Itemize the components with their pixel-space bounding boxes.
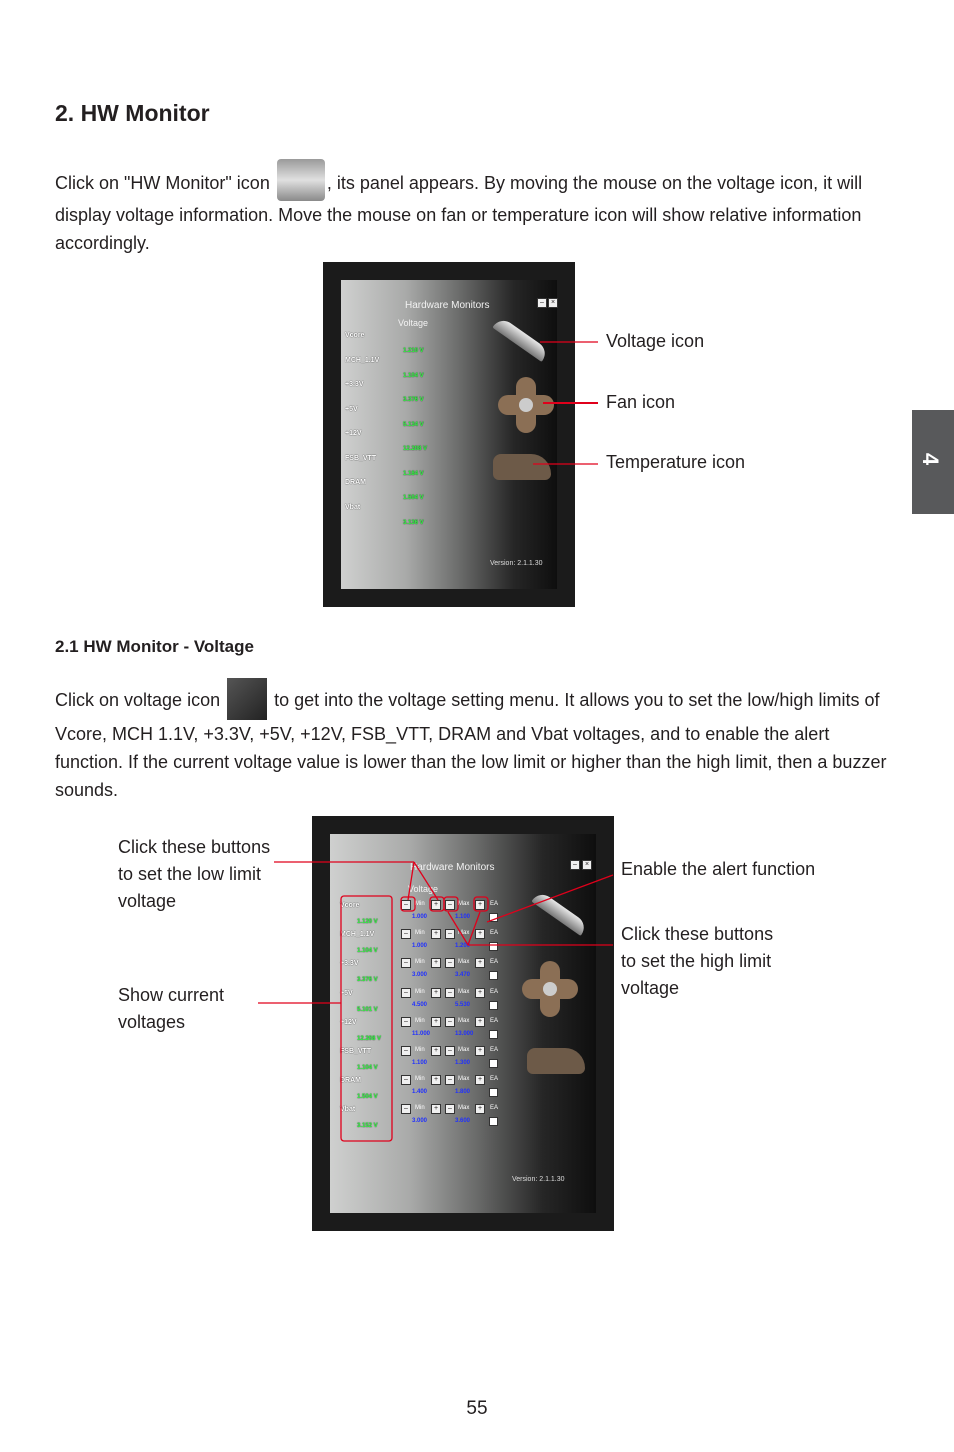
min-value: 4.500 [412, 1001, 428, 1008]
voltage-name: +3.3V [340, 960, 359, 968]
max-minus-highlight [444, 897, 458, 911]
voltage-value: 1.210 V [403, 348, 424, 354]
min-value: 1.000 [412, 943, 428, 950]
max-decrease-button[interactable]: – [445, 1017, 455, 1027]
max-label: Max [458, 930, 470, 937]
max-label: Max [458, 1105, 470, 1112]
max-increase-button[interactable]: + [475, 1104, 485, 1114]
panel2-close-button[interactable]: × [582, 860, 592, 870]
page-number: 55 [466, 1398, 488, 1419]
panel-title: Hardware Monitors [405, 300, 490, 311]
voltage-name: +3.3V [345, 381, 364, 388]
min-decrease-button[interactable]: – [401, 1104, 411, 1114]
close-button[interactable]: × [548, 298, 558, 308]
max-decrease-button[interactable]: – [445, 1075, 455, 1085]
voltage-name: DRAM [340, 1077, 361, 1085]
voltage-name: MCH_1.1V [345, 356, 380, 364]
voltage-name: Vcore [340, 902, 360, 909]
voltage-value: 1.104 V [357, 1065, 378, 1071]
ea-label: EA [490, 1076, 499, 1083]
min-increase-button[interactable]: + [431, 1075, 441, 1085]
voltage-name: FSB_VTT [345, 454, 377, 462]
voltage-value: 3.376 V [357, 977, 378, 984]
max-decrease-button[interactable]: – [445, 900, 455, 910]
min-value: 3.000 [412, 1118, 428, 1125]
min-decrease-button[interactable]: – [401, 1017, 411, 1027]
max-label: Max [458, 1076, 470, 1083]
min-label: Min [415, 901, 425, 907]
voltage-text-2: to get into the voltage setting menu. It allows you to set the low/high limits of Vcore, MCH 1.1V, +3.3V, +5V, +12V, FSB_VTT, DRAM and Vbat voltages, and to enable the alert function. If the current voltage value is lower than the low limit or higher than the high limit, then a buzzer sounds. [55, 690, 887, 800]
section-title: 2. HW Monitor [55, 100, 210, 126]
voltage-value: 12.208 V [357, 1035, 382, 1042]
min-increase-button[interactable]: + [431, 1017, 441, 1027]
min-label: Min [415, 959, 425, 966]
max-decrease-button[interactable]: – [445, 958, 455, 968]
voltage-text-1: Click on voltage icon [55, 690, 221, 710]
panel2-tab-label: Voltage [408, 884, 439, 894]
min-increase-button[interactable]: + [431, 929, 441, 939]
max-value: 1.800 [455, 1089, 471, 1096]
max-label: Max [458, 901, 470, 907]
min-value: 1.000 [412, 914, 428, 920]
callout-current-voltages: Show current voltages [118, 985, 225, 1032]
chapter-number: 4 [918, 452, 944, 466]
min-decrease-button[interactable]: – [401, 1075, 411, 1085]
voltage-value: 3.376 V [403, 397, 424, 403]
ea-label: EA [490, 988, 499, 995]
max-plus-highlight [474, 897, 488, 911]
callout-voltage-icon: Voltage icon [606, 331, 705, 351]
max-increase-button[interactable]: + [475, 929, 485, 939]
high-limit-arrow [468, 912, 480, 945]
max-increase-button[interactable]: + [475, 1017, 485, 1027]
voltage-name: Vbat [345, 503, 361, 511]
ea-label: EA [490, 1105, 499, 1112]
intro-text-1: Click on "HW Monitor" icon [55, 173, 270, 193]
max-value: 3.470 [455, 972, 471, 979]
min-increase-button[interactable]: + [431, 900, 441, 910]
min-increase-button[interactable]: + [431, 958, 441, 968]
voltage-name: FSB_VTT [340, 1048, 372, 1055]
voltage-name: +12V [340, 1018, 357, 1026]
voltage-name: +5V [345, 405, 358, 413]
min-decrease-button[interactable]: – [401, 929, 411, 939]
voltage-value: 1.504 V [357, 1094, 378, 1101]
max-decrease-button[interactable]: – [445, 1046, 455, 1056]
voltage-value: 1.504 V [403, 495, 424, 501]
ea-label: EA [490, 1017, 499, 1024]
voltage-name: +5V [340, 989, 353, 997]
max-decrease-button[interactable]: – [445, 1104, 455, 1114]
voltage-value: 1.120 V [357, 919, 378, 925]
min-label: Min [415, 930, 425, 937]
current-voltages-box [341, 896, 392, 1141]
min-label: Min [415, 1076, 425, 1083]
voltage-value: 5.134 V [403, 421, 424, 428]
min-decrease-button[interactable]: – [401, 958, 411, 968]
max-value: 1.300 [455, 1060, 471, 1066]
max-value: 1.100 [455, 914, 471, 920]
min-increase-button[interactable]: + [431, 1104, 441, 1114]
min-label: Min [415, 988, 425, 995]
max-increase-button[interactable]: + [475, 958, 485, 968]
callout-high-limit: Click these buttons to set the high limit voltage [621, 924, 774, 998]
min-value: 3.000 [412, 972, 428, 979]
voltage-value: 1.184 V [403, 470, 424, 477]
panel2-minimize-button[interactable]: – [570, 860, 580, 870]
voltage-value: 1.104 V [403, 372, 424, 379]
minimize-button[interactable]: – [537, 298, 547, 308]
max-label: Max [458, 988, 470, 995]
callout-low-limit: Click these buttons to set the low limit voltage [118, 837, 271, 911]
max-label: Max [458, 959, 470, 966]
voltage-value: 1.104 V [357, 948, 378, 955]
version-label: Version: 2.1.1.30 [490, 560, 543, 567]
voltage-value: 3.136 V [403, 519, 424, 526]
callout-alert: Enable the alert function [621, 859, 816, 879]
min-increase-button[interactable]: + [431, 988, 441, 998]
panel2-title: Hardware Monitors [410, 862, 495, 873]
min-decrease-button[interactable]: – [401, 900, 411, 910]
min-label: Min [415, 1017, 425, 1024]
max-value: 5.530 [455, 1001, 471, 1008]
alert-callout-line [487, 875, 613, 922]
max-decrease-button[interactable]: – [445, 929, 455, 939]
low-limit-arrow-1 [408, 862, 414, 900]
max-label: Max [458, 1017, 470, 1024]
max-increase-button[interactable]: + [475, 1046, 485, 1056]
min-value: 1.400 [412, 1089, 428, 1096]
min-value: 1.100 [412, 1060, 428, 1066]
max-value: 13.000 [455, 1030, 474, 1037]
min-label: Min [415, 1105, 425, 1112]
ea-label: EA [490, 959, 499, 966]
min-increase-button[interactable]: + [431, 1046, 441, 1056]
ea-label: EA [490, 930, 499, 937]
voltage-tab-label: Voltage [398, 318, 429, 328]
min-decrease-button[interactable]: – [401, 1046, 411, 1056]
max-increase-button[interactable]: + [475, 988, 485, 998]
min-label: Min [415, 1047, 425, 1053]
max-increase-button[interactable]: + [475, 1075, 485, 1085]
voltage-name: +12V [345, 430, 362, 437]
voltage-name: MCH_1.1V [340, 931, 375, 939]
callout-temperature-icon: Temperature icon [606, 452, 746, 472]
min-value: 11.000 [412, 1030, 431, 1037]
voltage-value: 12.208 V [403, 446, 428, 452]
intro-text-2: , its panel appears. By moving the mouse on the voltage icon, it will display voltage information. Move the mouse on fan or temperature icon will show relative information accordingly. [55, 173, 863, 253]
max-value: 1.200 [455, 943, 471, 950]
max-increase-button[interactable]: + [475, 900, 485, 910]
low-limit-arrow-2 [414, 862, 438, 900]
min-decrease-button[interactable]: – [401, 988, 411, 998]
max-decrease-button[interactable]: – [445, 988, 455, 998]
ea-label: EA [490, 1047, 499, 1053]
voltage-name: Vcore [345, 332, 365, 339]
voltage-name: DRAM [345, 479, 366, 486]
high-limit-callout-line [448, 912, 613, 945]
callout-fan-icon: Fan icon [606, 392, 676, 412]
voltage-value: 5.101 V [357, 1006, 378, 1013]
ea-label: EA [490, 901, 499, 907]
voltage-name: Vbat [340, 1106, 356, 1114]
voltage-value: 3.152 V [357, 1123, 378, 1130]
subsection-title: 2.1 HW Monitor - Voltage [55, 637, 254, 656]
max-value: 3.600 [455, 1118, 471, 1125]
panel2-version-label: Version: 2.1.1.30 [512, 1176, 565, 1183]
max-label: Max [458, 1047, 470, 1053]
